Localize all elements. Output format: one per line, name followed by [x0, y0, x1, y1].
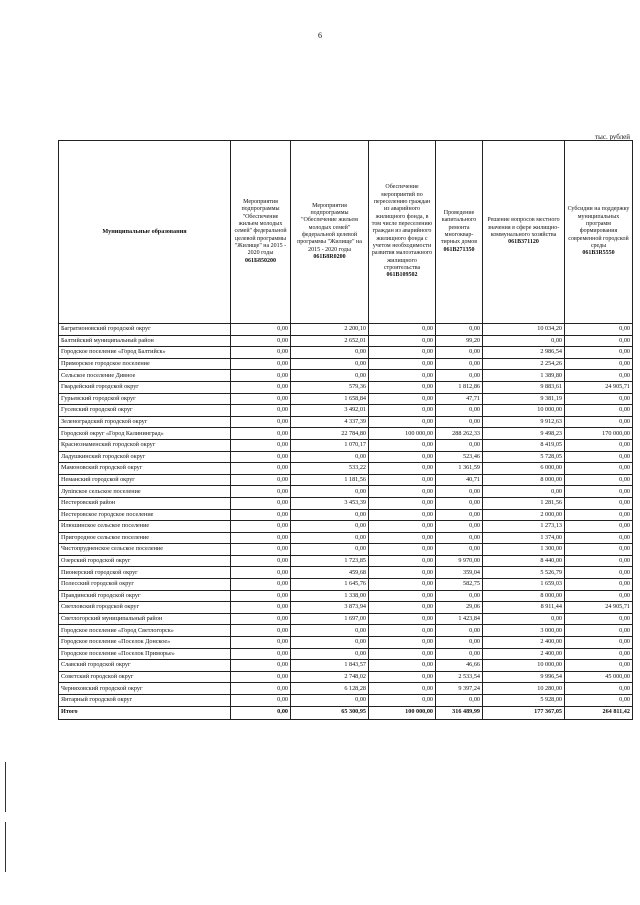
amount-cell: 0,00: [231, 602, 291, 614]
table-body: [59, 324, 633, 720]
amount-cell: 0,00: [565, 347, 633, 359]
amount-cell: 0,00: [369, 555, 436, 567]
amount-cell: 0,00: [231, 347, 291, 359]
amount-cell: 0,00: [369, 683, 436, 695]
municipality-name: Городское поселение «Город Светлогорск»: [59, 625, 231, 637]
table-row: [59, 637, 633, 649]
table-row: [59, 579, 633, 591]
table-row: [59, 532, 633, 544]
column-header: [565, 141, 633, 324]
amount-cell: 45 000,00: [565, 671, 633, 683]
amount-cell: 0,00: [291, 637, 369, 649]
amount-cell: 0,00: [369, 474, 436, 486]
amount-cell: 3 492,01: [291, 405, 369, 417]
column-code: 061Б850200: [245, 257, 276, 264]
amount-cell: 3 873,94: [291, 602, 369, 614]
amount-cell: 1 273,13: [483, 521, 565, 533]
amount-cell: 8 440,00: [483, 555, 565, 567]
amount-cell: 3 453,39: [291, 497, 369, 509]
amount-cell: 1 843,57: [291, 660, 369, 672]
amount-cell: 0,00: [369, 358, 436, 370]
amount-cell: 2 748,02: [291, 671, 369, 683]
table-row: [59, 335, 633, 347]
amount-cell: 0,00: [436, 648, 483, 660]
amount-cell: 1 659,03: [483, 579, 565, 591]
amount-cell: 0,00: [231, 590, 291, 602]
amount-cell: 9 912,63: [483, 416, 565, 428]
municipality-name: Нестеровский район: [59, 497, 231, 509]
amount-cell: 0,00: [565, 486, 633, 498]
amount-cell: 4 337,39: [291, 416, 369, 428]
amount-cell: 24 905,71: [565, 381, 633, 393]
amount-cell: 0,00: [231, 637, 291, 649]
amount-cell: 0,00: [369, 532, 436, 544]
amount-cell: 0,00: [231, 370, 291, 382]
amount-cell: 0,00: [291, 509, 369, 521]
units-label: тыс. рублей: [595, 133, 630, 141]
amount-cell: 0,00: [369, 695, 436, 707]
amount-cell: 10 280,00: [483, 683, 565, 695]
column-header: [59, 141, 231, 324]
amount-cell: 0,00: [565, 324, 633, 336]
amount-cell: 1 658,84: [291, 393, 369, 405]
amount-cell: 10 000,00: [483, 660, 565, 672]
amount-cell: 288 262,33: [436, 428, 483, 440]
amount-cell: 0,00: [436, 509, 483, 521]
amount-cell: 0,00: [369, 324, 436, 336]
column-header: [483, 141, 565, 324]
municipality-name: Правдинский городской округ: [59, 590, 231, 602]
amount-cell: 1 070,17: [291, 439, 369, 451]
amount-cell: 0,00: [291, 486, 369, 498]
amount-cell: 0,00: [369, 544, 436, 556]
table-row: [59, 695, 633, 707]
municipality-name: Черняховский городской округ: [59, 683, 231, 695]
table-row: [59, 474, 633, 486]
amount-cell: 0,00: [565, 416, 633, 428]
column-header: [436, 141, 483, 324]
amount-cell: 0,00: [369, 509, 436, 521]
subsidy-distribution-table: [58, 140, 633, 720]
amount-cell: 8 419,05: [483, 439, 565, 451]
municipality-name: Янтарный городской округ: [59, 695, 231, 707]
amount-cell: 579,36: [291, 381, 369, 393]
amount-cell: 0,00: [231, 486, 291, 498]
table-row: [59, 625, 633, 637]
amount-cell: 533,22: [291, 463, 369, 475]
amount-cell: 100 000,00: [369, 706, 436, 719]
amount-cell: 0,00: [565, 579, 633, 591]
margin-mark: [5, 762, 6, 812]
amount-cell: 0,00: [436, 324, 483, 336]
amount-cell: 0,00: [565, 405, 633, 417]
amount-cell: 0,00: [565, 521, 633, 533]
amount-cell: 0,00: [369, 451, 436, 463]
amount-cell: 2 986,54: [483, 347, 565, 359]
municipality-name: Гвардейский городской округ: [59, 381, 231, 393]
amount-cell: 459,68: [291, 567, 369, 579]
amount-cell: 264 811,42: [565, 706, 633, 719]
amount-cell: 0,00: [231, 405, 291, 417]
table-row: [59, 544, 633, 556]
amount-cell: 0,00: [231, 335, 291, 347]
amount-cell: 1 281,56: [483, 497, 565, 509]
municipality-name: Приморское городское поселение: [59, 358, 231, 370]
table-row: [59, 590, 633, 602]
amount-cell: 0,00: [565, 590, 633, 602]
table-row: [59, 567, 633, 579]
municipality-name: Краснознаменский городской округ: [59, 439, 231, 451]
amount-cell: 0,00: [291, 695, 369, 707]
amount-cell: 0,00: [291, 648, 369, 660]
amount-cell: 0,00: [565, 532, 633, 544]
table-row: [59, 613, 633, 625]
amount-cell: 47,71: [436, 393, 483, 405]
amount-cell: 1 812,86: [436, 381, 483, 393]
amount-cell: 0,00: [565, 509, 633, 521]
amount-cell: 1 338,00: [291, 590, 369, 602]
amount-cell: 1 361,59: [436, 463, 483, 475]
table-row: [59, 555, 633, 567]
municipality-name: Полесский городской округ: [59, 579, 231, 591]
column-header: [231, 141, 291, 324]
column-header: [369, 141, 436, 324]
amount-cell: 0,00: [231, 567, 291, 579]
amount-cell: 0,00: [231, 695, 291, 707]
column-code: 061В109502: [386, 272, 418, 279]
municipality-name: Чистопрудненское сельское поселение: [59, 544, 231, 556]
amount-cell: 0,00: [231, 625, 291, 637]
table-row: [59, 509, 633, 521]
municipality-name: Луninское сельское поселение: [59, 486, 231, 498]
amount-cell: 2 000,00: [483, 509, 565, 521]
amount-cell: 0,00: [369, 439, 436, 451]
amount-cell: 0,00: [369, 590, 436, 602]
table-row: [59, 671, 633, 683]
amount-cell: 0,00: [565, 439, 633, 451]
table-row: [59, 405, 633, 417]
column-header: [291, 141, 369, 324]
table-row: [59, 486, 633, 498]
amount-cell: 0,00: [291, 532, 369, 544]
amount-cell: 0,00: [565, 648, 633, 660]
amount-cell: 2 200,10: [291, 324, 369, 336]
amount-cell: 0,00: [565, 567, 633, 579]
municipality-name: Багратионовский городской округ: [59, 324, 231, 336]
table-row: [59, 521, 633, 533]
amount-cell: 0,00: [565, 544, 633, 556]
table-row: [59, 439, 633, 451]
amount-cell: 0,00: [565, 393, 633, 405]
municipality-name: Городское поселение «Город Балтийск»: [59, 347, 231, 359]
amount-cell: 0,00: [483, 335, 565, 347]
amount-cell: 0,00: [369, 521, 436, 533]
amount-cell: 22 784,80: [291, 428, 369, 440]
municipality-name: Сельское поселение Дивное: [59, 370, 231, 382]
column-header-text: Проведение капитального ремонта многоквар-тирных домов: [440, 210, 478, 246]
municipality-name: Советский городской округ: [59, 671, 231, 683]
amount-cell: 0,00: [436, 497, 483, 509]
amount-cell: 0,00: [369, 393, 436, 405]
amount-cell: 9 883,61: [483, 381, 565, 393]
amount-cell: 0,00: [231, 416, 291, 428]
amount-cell: 0,00: [231, 683, 291, 695]
amount-cell: 0,00: [231, 428, 291, 440]
amount-cell: 0,00: [231, 393, 291, 405]
column-code: 061В3R5550: [582, 250, 615, 257]
municipality-name: Пионерский городской округ: [59, 567, 231, 579]
amount-cell: 0,00: [565, 451, 633, 463]
amount-cell: 0,00: [565, 335, 633, 347]
column-code: 061В371120: [508, 239, 539, 246]
amount-cell: 0,00: [369, 347, 436, 359]
amount-cell: 0,00: [291, 521, 369, 533]
amount-cell: 0,00: [369, 405, 436, 417]
amount-cell: 0,00: [436, 695, 483, 707]
amount-cell: 1 697,00: [291, 613, 369, 625]
amount-cell: 0,00: [565, 474, 633, 486]
amount-cell: 0,00: [436, 521, 483, 533]
amount-cell: 0,00: [231, 474, 291, 486]
amount-cell: 0,00: [369, 381, 436, 393]
amount-cell: 0,00: [369, 637, 436, 649]
amount-cell: 2 652,01: [291, 335, 369, 347]
amount-cell: 3 000,00: [483, 625, 565, 637]
municipality-name: Неманский городской округ: [59, 474, 231, 486]
amount-cell: 359,04: [436, 567, 483, 579]
amount-cell: 2 400,00: [483, 637, 565, 649]
amount-cell: 523,46: [436, 451, 483, 463]
amount-cell: 0,00: [231, 544, 291, 556]
amount-cell: 0,00: [436, 637, 483, 649]
amount-cell: 65 300,95: [291, 706, 369, 719]
amount-cell: 0,00: [231, 579, 291, 591]
municipality-name: Славский городской округ: [59, 660, 231, 672]
table-row: [59, 602, 633, 614]
table-row: [59, 497, 633, 509]
municipality-name: Зеленоградский городской округ: [59, 416, 231, 428]
municipality-name: Нестеровское городское поселение: [59, 509, 231, 521]
amount-cell: 0,00: [231, 648, 291, 660]
table-row: [59, 324, 633, 336]
table-row: [59, 347, 633, 359]
amount-cell: 0,00: [231, 439, 291, 451]
amount-cell: 0,00: [436, 370, 483, 382]
amount-cell: 100 000,00: [369, 428, 436, 440]
municipality-name: Городское поселение «Поселок Приморье»: [59, 648, 231, 660]
amount-cell: 0,00: [436, 625, 483, 637]
amount-cell: 0,00: [231, 451, 291, 463]
amount-cell: 0,00: [231, 509, 291, 521]
amount-cell: 0,00: [369, 613, 436, 625]
amount-cell: 0,00: [231, 358, 291, 370]
amount-cell: 0,00: [291, 451, 369, 463]
amount-cell: 1 723,85: [291, 555, 369, 567]
amount-cell: 0,00: [369, 579, 436, 591]
amount-cell: 9 397,24: [436, 683, 483, 695]
amount-cell: 8 000,00: [483, 590, 565, 602]
amount-cell: 0,00: [565, 683, 633, 695]
amount-cell: 99,20: [436, 335, 483, 347]
amount-cell: 0,00: [291, 358, 369, 370]
column-header-text: Муниципальные образования: [102, 228, 187, 236]
municipality-name: Светлогорский муниципальный район: [59, 613, 231, 625]
amount-cell: 1 181,56: [291, 474, 369, 486]
amount-cell: 0,00: [436, 532, 483, 544]
table-row: [59, 393, 633, 405]
amount-cell: 1 389,80: [483, 370, 565, 382]
amount-cell: 0,00: [369, 463, 436, 475]
table-row: [59, 463, 633, 475]
amount-cell: 0,00: [369, 486, 436, 498]
amount-cell: 0,00: [231, 497, 291, 509]
amount-cell: 0,00: [291, 544, 369, 556]
municipality-name: Городское поселение «Поселок Донское»: [59, 637, 231, 649]
amount-cell: 0,00: [231, 706, 291, 719]
amount-cell: 0,00: [436, 358, 483, 370]
column-code: 061Б8R0200: [313, 253, 346, 260]
amount-cell: 0,00: [436, 486, 483, 498]
amount-cell: 0,00: [369, 671, 436, 683]
amount-cell: 24 905,71: [565, 602, 633, 614]
amount-cell: 6 128,28: [291, 683, 369, 695]
amount-cell: 0,00: [231, 532, 291, 544]
table-row: [59, 370, 633, 382]
amount-cell: 0,00: [369, 660, 436, 672]
amount-cell: 1 423,84: [436, 613, 483, 625]
amount-cell: 582,75: [436, 579, 483, 591]
amount-cell: 0,00: [436, 590, 483, 602]
amount-cell: 0,00: [231, 381, 291, 393]
table-header-row: [59, 141, 633, 324]
municipality-name: Гусевский городской округ: [59, 405, 231, 417]
amount-cell: 9 970,00: [436, 555, 483, 567]
municipality-name: Мамоновский городской округ: [59, 463, 231, 475]
amount-cell: 0,00: [369, 335, 436, 347]
amount-cell: 1 300,00: [483, 544, 565, 556]
amount-cell: 0,00: [369, 497, 436, 509]
amount-cell: 0,00: [483, 486, 565, 498]
municipality-name: Озерский городской округ: [59, 555, 231, 567]
amount-cell: 0,00: [369, 567, 436, 579]
page-number: 6: [318, 31, 322, 40]
amount-cell: 8 911,44: [483, 602, 565, 614]
amount-cell: 177 367,05: [483, 706, 565, 719]
amount-cell: 0,00: [231, 324, 291, 336]
amount-cell: 10 000,00: [483, 405, 565, 417]
amount-cell: 2 400,00: [483, 648, 565, 660]
municipality-name: Итого: [59, 706, 231, 719]
municipality-name: Илюшинское сельское поселение: [59, 521, 231, 533]
municipality-name: Пригородное сельское поселение: [59, 532, 231, 544]
table-row: [59, 451, 633, 463]
amount-cell: 0,00: [565, 370, 633, 382]
municipality-name: Городской округ «Город Калининград»: [59, 428, 231, 440]
amount-cell: 29,06: [436, 602, 483, 614]
amount-cell: 0,00: [436, 439, 483, 451]
table-row: [59, 683, 633, 695]
column-header-text: Мероприятия подпрограммы "Обеспечение жильем молодых семей" федеральной целевой программы "Жилище" на 2015 - 2020 годы: [297, 202, 362, 253]
amount-cell: 0,00: [565, 497, 633, 509]
amount-cell: 0,00: [436, 416, 483, 428]
amount-cell: 0,00: [369, 602, 436, 614]
amount-cell: 5 728,05: [483, 451, 565, 463]
amount-cell: 0,00: [291, 625, 369, 637]
amount-cell: 5 526,79: [483, 567, 565, 579]
amount-cell: 170 000,00: [565, 428, 633, 440]
amount-cell: 0,00: [436, 347, 483, 359]
amount-cell: 0,00: [369, 416, 436, 428]
municipality-name: Светловский городской округ: [59, 602, 231, 614]
amount-cell: 0,00: [565, 637, 633, 649]
municipality-name: Гурьевский городской округ: [59, 393, 231, 405]
amount-cell: 0,00: [369, 370, 436, 382]
amount-cell: 0,00: [565, 463, 633, 475]
amount-cell: 0,00: [483, 613, 565, 625]
amount-cell: 0,00: [291, 347, 369, 359]
amount-cell: 0,00: [231, 463, 291, 475]
amount-cell: 0,00: [565, 625, 633, 637]
amount-cell: 0,00: [369, 648, 436, 660]
column-header-text: Обеспечение мероприятий по переселению граждан из аварийного жилищного фонда, в том числе переселению граждан из аварийного жилищного фонда с учетом необходимости развития малоэтажного жилищного строительства: [371, 184, 433, 271]
amount-cell: 6 000,00: [483, 463, 565, 475]
amount-cell: 0,00: [565, 695, 633, 707]
municipality-name: Балтийский муниципальный район: [59, 335, 231, 347]
municipality-name: Ладушкинский городской округ: [59, 451, 231, 463]
amount-cell: 0,00: [231, 671, 291, 683]
amount-cell: 0,00: [436, 405, 483, 417]
amount-cell: 0,00: [231, 555, 291, 567]
margin-mark: [5, 822, 6, 872]
amount-cell: 10 034,20: [483, 324, 565, 336]
amount-cell: 9 381,19: [483, 393, 565, 405]
column-header-text: Решение вопросов местного значения в сфере жилищно-коммунального хозяйства: [487, 217, 560, 238]
amount-cell: 0,00: [436, 544, 483, 556]
amount-cell: 8 000,00: [483, 474, 565, 486]
amount-cell: 5 928,00: [483, 695, 565, 707]
amount-cell: 2 254,26: [483, 358, 565, 370]
amount-cell: 0,00: [231, 660, 291, 672]
amount-cell: 1 645,76: [291, 579, 369, 591]
amount-cell: 1 374,00: [483, 532, 565, 544]
column-code: 061В271350: [443, 246, 475, 253]
column-header-text: Субсидии на поддержку муниципальных программ формирования современной городской среды: [567, 206, 630, 249]
total-row: [59, 706, 633, 719]
amount-cell: 0,00: [291, 370, 369, 382]
amount-cell: 0,00: [231, 521, 291, 533]
column-header-text: Мероприятия подпрограммы "Обеспечение жильем молодых семей" федеральной целевой программы "Жилище" на 2015 - 2020 годы: [234, 199, 287, 257]
table-row: [59, 428, 633, 440]
table-row: [59, 358, 633, 370]
amount-cell: 0,00: [369, 625, 436, 637]
amount-cell: 2 533,54: [436, 671, 483, 683]
amount-cell: 9 996,54: [483, 671, 565, 683]
amount-cell: 0,00: [565, 358, 633, 370]
table-row: [59, 381, 633, 393]
amount-cell: 0,00: [565, 555, 633, 567]
amount-cell: 0,00: [565, 613, 633, 625]
amount-cell: 46,66: [436, 660, 483, 672]
amount-cell: 9 498,23: [483, 428, 565, 440]
table-row: [59, 416, 633, 428]
table-row: [59, 660, 633, 672]
amount-cell: 316 489,99: [436, 706, 483, 719]
amount-cell: 40,71: [436, 474, 483, 486]
amount-cell: 0,00: [565, 660, 633, 672]
table-row: [59, 648, 633, 660]
amount-cell: 0,00: [231, 613, 291, 625]
